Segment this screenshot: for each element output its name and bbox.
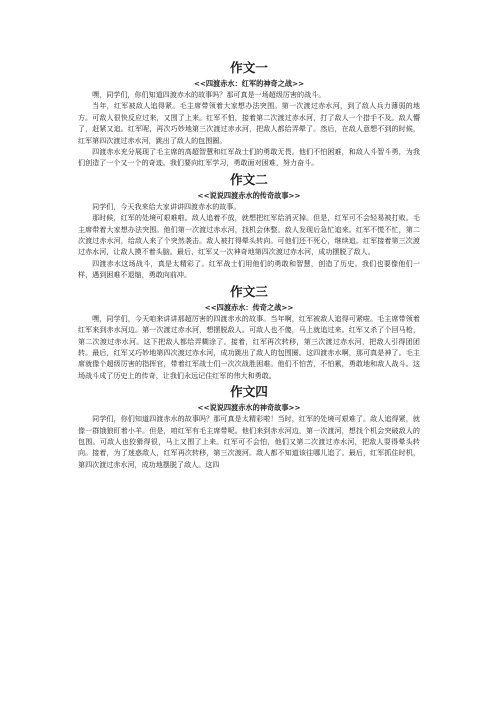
paragraph: 四渡赤水充分展现了毛主席的高超智慧和红军战士们的勇敢无畏。他们不怕困难，和敌人斗智斗勇，为我们创造了一个又一个的奇迹。我们要向红军学习，勇敢面对困难，努力奋斗。	[78, 147, 420, 168]
essay-subtitle: <<四渡赤水：红军的神奇之战>>	[193, 79, 305, 88]
essay-subtitle: <<四渡赤水：传奇之战>>	[204, 302, 294, 312]
essay-2	[78, 172, 420, 281]
paragraph: 那时候，红军的处境可艰难啦。敌人追着不放，就想把红军给消灭掉。但是，红军可不会轻易被打败。毛主席带着大家想办法突围。他们第一次渡过赤水河，找机会休整。敌人发现后急忙追来。红军不慌不忙，第二次渡过赤水河，给敌人来了个突然袭击。敌人被打得晕头转向。可他们还不死心，继续追。红军接着第三次渡过赤水河，让敌人摸不着头脑。最后，红军又一次神奇地第四次渡过赤水河，成功摆脱了敌人。	[78, 213, 420, 257]
paragraph: 同学们，你们知道四渡赤水的故事吗？那可真是太精彩啦！当时，红军的处境可艰难了。敌人追得紧，就像一群饿狼盯着小羊。但是，咱红军有毛主席带呢。他们来到赤水河边，第一次渡河，想找个机会突破敌人的包围。可敌人也狡猾得很，马上又围了上来。红军可不会怕，他们又第二次渡过赤水河，把敌人耍得晕头转向。接着，为了迷惑敌人，红军再次转移，第三次渡河。敌人都不知道该往哪儿追了。最后，红军抓住时机，第四次渡过赤水河，成功地摆脱了敌人。这四	[78, 414, 420, 469]
essay-3	[78, 284, 420, 381]
paragraph: 同学们，今天我来给大家讲讲四渡赤水的故事。	[92, 201, 241, 211]
paragraph: 嘿，同学们，你们知道四渡赤水的故事吗？那可真是一场超级厉害的战斗。	[92, 90, 326, 99]
essay-subtitle: <<说说四渡赤水的传奇故事>>	[197, 190, 301, 200]
essay-title: 作文一	[230, 60, 268, 75]
paragraph: 当年，红军被敌人追得紧。毛主席带领着大家想办法突围。第一次渡过赤水河，到了敌人兵力薄弱的地方。可敌人很快反应过来，又围了上来。红军不怕，接着第二次渡过赤水河，打了敌人一个措手不及。敌人懵了，赶紧又追。红军呢，再次巧妙地第三次渡过赤水河，把敌人都给弄晕了。然后，在敌人意想不到的时候，红军第四次渡过赤水河，跳出了敌人的包围圈。	[78, 101, 420, 145]
essay-title: 作文二	[230, 171, 268, 187]
essay-title: 作文四	[230, 384, 268, 400]
paragraph: 嘿，同学们，今天咱来讲讲那超厉害的四渡赤水的故事。当年啊，红军被敌人追得可紧啦。毛主席带领着红军来到赤水河边。第一次渡过赤水河，想摆脱敌人。可敌人也不傻，马上就追过来。红军又杀了个回马枪，第二次渡过赤水河。这下把敌人都给弄糊涂了。接着，红军再次转移，第三次渡过赤水河，把敌人引得团团转。最后，红军又巧妙地第四次渡过赤水河，成功跳出了敌人的包围圈。这四渡赤水啊，那可真是神了。毛主席就像个超级厉害的指挥官，带着红军战士们一次次战胜困难。他们不怕苦，不怕累，勇敢地和敌人战斗。这场战斗成了历史上的传奇，让我们永远记住红军的伟大和勇敢。	[78, 313, 420, 380]
essay-title: 作文三	[230, 283, 268, 299]
essay-subtitle: <<说说四渡赤水的神奇故事>>	[197, 403, 301, 413]
essay-4	[78, 384, 420, 470]
document-page	[78, 60, 420, 470]
essay-1	[78, 60, 420, 169]
paragraph: 四渡赤水这场战斗，真是太精彩了。红军战士们用他们的勇敢和智慧，创造了历史。我们也要像他们一样，遇到困难不退缩，勇敢向前冲。	[78, 258, 420, 280]
